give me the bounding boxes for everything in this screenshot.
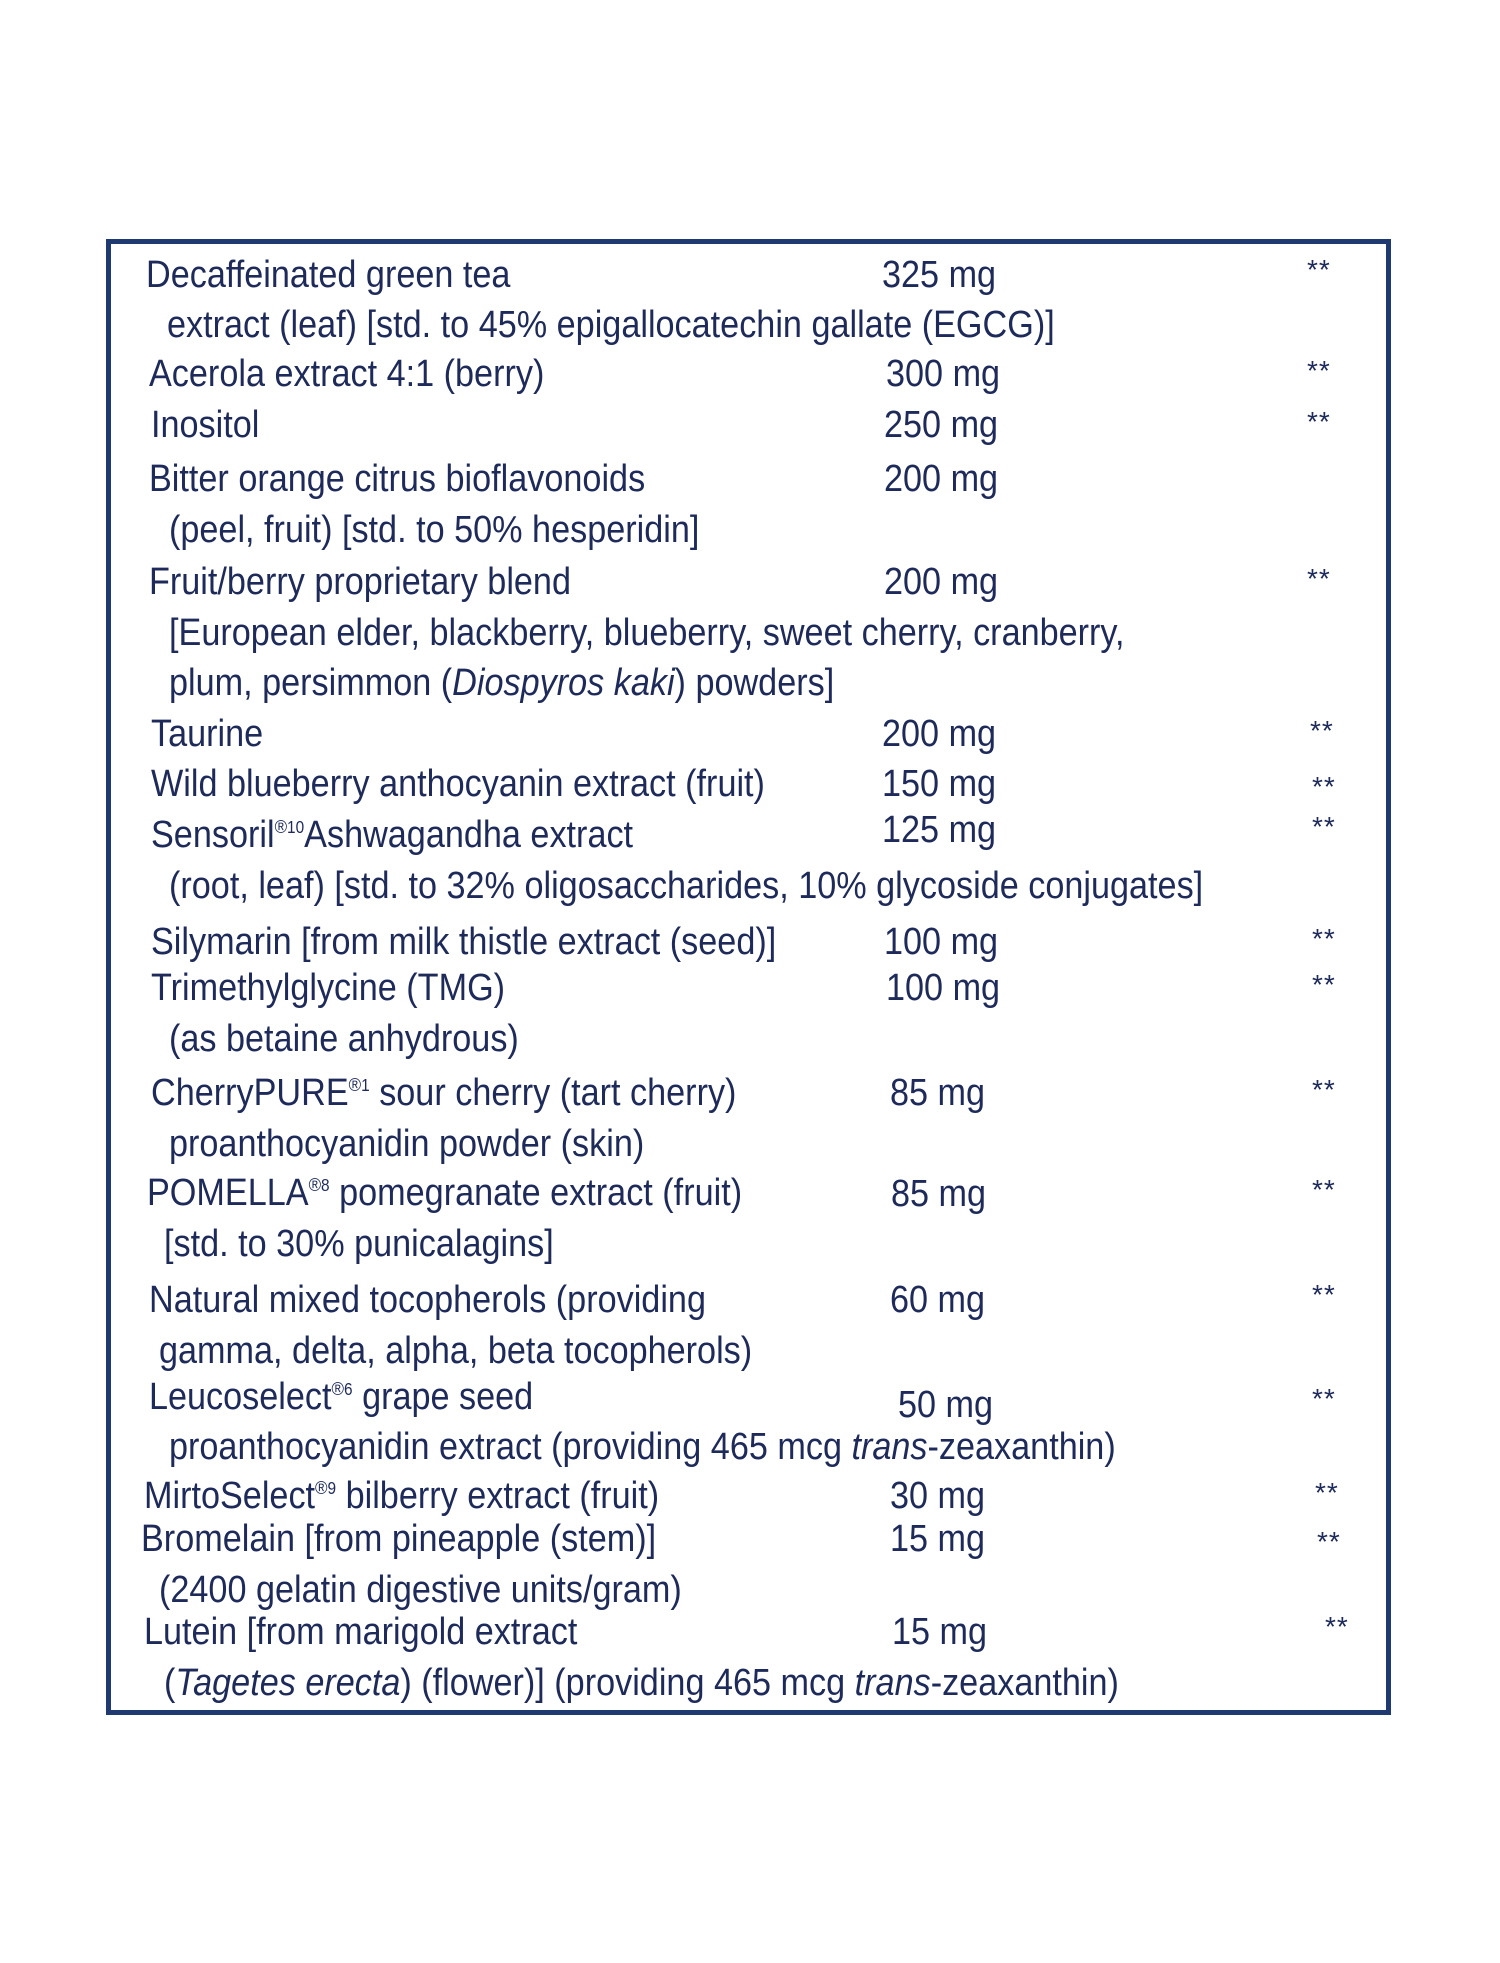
ingredient-amount: 150 mg	[882, 763, 997, 805]
ingredient-name: Leucoselect$^{®6}$ grape seed	[149, 1376, 534, 1418]
daily-value-mark: **	[1312, 1383, 1336, 1414]
ingredient-name: Trimethylglycine (TMG)	[151, 967, 506, 1009]
ingredient-amount: 125 mg	[882, 809, 997, 851]
ingredient-name: Bromelain [from pineapple (stem)]	[141, 1518, 657, 1560]
daily-value-mark: **	[1325, 1611, 1349, 1642]
ingredient-name: CherryPURE$^{®1}$ sour cherry (tart cherry)	[151, 1072, 737, 1114]
daily-value-mark: **	[1315, 1477, 1339, 1508]
ingredient-amount: 60 mg	[890, 1279, 986, 1321]
ingredient-name: $POMELLA^{®8}$ pomegranate extract (fruit)	[147, 1172, 743, 1214]
ingredient-name: Wild blueberry anthocyanin extract (fruit)	[151, 763, 765, 805]
ingredient-detail: extract (leaf) [std. to 45% epigallocatechin gallate (EGCG)]	[167, 304, 1055, 346]
ingredient-amount: 15 mg	[892, 1611, 988, 1653]
ingredient-name: Decaffeinated green tea	[146, 254, 511, 296]
ingredient-detail: (root, leaf) [std. to 32% oligosaccharides, 10% glycoside conjugates]	[169, 865, 1204, 907]
ingredient-name: Lutein [from marigold extract	[144, 1611, 578, 1653]
ingredient-amount: 325 mg	[882, 254, 997, 296]
daily-value-mark: **	[1310, 715, 1334, 746]
ingredient-detail: [std. to 30% punicalagins]	[164, 1223, 554, 1265]
ingredient-amount: 300 mg	[886, 353, 1001, 395]
ingredient-name: Acerola extract 4:1 (berry)	[149, 353, 545, 395]
ingredient-name: Bitter orange citrus bioflavonoids	[149, 458, 646, 500]
ingredient-detail: [European elder, blackberry, blueberry, sweet cherry, cranberry,	[169, 612, 1125, 654]
ingredient-name: MirtoSelect$^{®9}$ bilberry extract (fruit)	[144, 1475, 660, 1517]
daily-value-mark: **	[1317, 1526, 1341, 1557]
ingredient-name: Inositol	[151, 404, 260, 446]
daily-value-mark: **	[1307, 406, 1331, 437]
daily-value-mark: **	[1312, 969, 1336, 1000]
daily-value-mark: **	[1307, 563, 1331, 594]
ingredient-name: Sensoril$^{®10}$Ashwagandha extract	[151, 814, 634, 856]
ingredient-amount: 250 mg	[884, 404, 999, 446]
daily-value-mark: **	[1312, 923, 1336, 954]
ingredient-name: Silymarin [from milk thistle extract (seed)]	[151, 921, 777, 963]
ingredient-name: Fruit/berry proprietary blend	[149, 561, 571, 603]
ingredient-amount: 85 mg	[891, 1173, 987, 1215]
ingredient-amount: 200 mg	[882, 713, 997, 755]
ingredient-amount: 200 mg	[884, 561, 999, 603]
ingredient-amount: 50 mg	[898, 1384, 994, 1426]
ingredient-detail: (as betaine anhydrous)	[169, 1018, 519, 1060]
daily-value-mark: **	[1307, 254, 1331, 285]
ingredient-name: Natural mixed tocopherols (providing	[149, 1279, 706, 1321]
ingredient-amount: 85 mg	[890, 1072, 986, 1114]
ingredient-detail: (Tagetes erecta) (flower)] (providing 465 mcg trans-zeaxanthin)	[164, 1662, 1119, 1704]
daily-value-mark: **	[1312, 1279, 1336, 1310]
ingredient-amount: 200 mg	[884, 458, 999, 500]
ingredient-detail: plum, persimmon (Diospyros kaki) powders]	[169, 662, 835, 704]
daily-value-mark: **	[1312, 771, 1336, 802]
supplement-facts-panel	[106, 239, 1391, 1715]
ingredient-detail: (peel, fruit) [std. to 50% hesperidin]	[169, 509, 700, 551]
ingredient-amount: 100 mg	[884, 921, 999, 963]
ingredient-name: Taurine	[151, 713, 264, 755]
ingredient-detail: (2400 gelatin digestive units/gram)	[159, 1569, 682, 1611]
daily-value-mark: **	[1307, 355, 1331, 386]
ingredient-detail: proanthocyanidin powder (skin)	[169, 1123, 645, 1165]
daily-value-mark: **	[1312, 811, 1336, 842]
ingredient-amount: 15 mg	[890, 1518, 986, 1560]
ingredient-detail: gamma, delta, alpha, beta tocopherols)	[159, 1330, 753, 1372]
ingredient-amount: 100 mg	[886, 967, 1001, 1009]
daily-value-mark: **	[1312, 1174, 1336, 1205]
ingredient-detail: proanthocyanidin extract (providing 465 mcg trans-zeaxanthin)	[169, 1426, 1116, 1468]
daily-value-mark: **	[1312, 1074, 1336, 1105]
ingredient-amount: 30 mg	[890, 1475, 986, 1517]
